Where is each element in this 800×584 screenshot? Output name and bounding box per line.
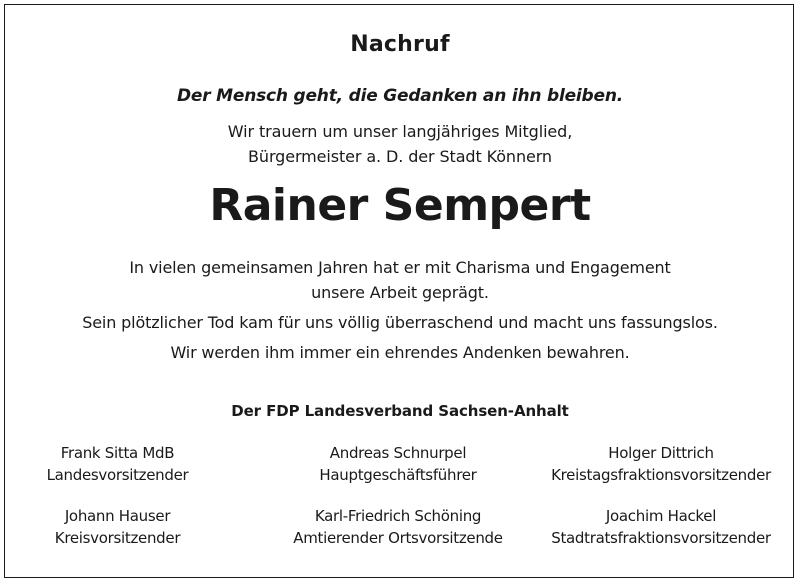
signatory-role: Kreistagsfraktionsvorsitzender (551, 466, 771, 484)
body-line-2: unsere Arbeit geprägt. (311, 283, 489, 302)
signatory-role: Landesvorsitzender (46, 466, 189, 484)
signatory-role: Hauptgeschäftsführer (319, 466, 477, 484)
deceased-name: Rainer Sempert (209, 180, 591, 231)
signatory (525, 442, 797, 486)
notice-motto: Der Mensch geht, die Gedanken an ihn bleiben. (177, 86, 623, 106)
signatory-name: Andreas Schnurpel (329, 444, 467, 462)
intro-line-1: Wir trauern um unser langjähriges Mitglied, (227, 122, 573, 141)
signatory-name: Holger Dittrich (608, 444, 714, 462)
signatory (525, 505, 797, 549)
body-line-4: Wir werden ihm immer ein ehrendes Andenken bewahren. (170, 343, 630, 362)
body-line-1: In vielen gemeinsamen Jahren hat er mit Charisma und Engagement (129, 258, 671, 277)
signatory (258, 505, 538, 549)
signatory-name: Johann Hauser (64, 507, 171, 525)
signatory-name: Karl-Friedrich Schöning (314, 507, 482, 525)
signatory (258, 442, 538, 486)
notice-heading: Nachruf (350, 32, 450, 57)
signatory-role: Stadtratsfraktionsvorsitzender (551, 529, 771, 547)
signatory (10, 505, 225, 549)
signatory-role: Kreisvorsitzender (54, 529, 181, 547)
signatory-role: Amtierender Ortsvorsitzende (293, 529, 503, 547)
body-line-3: Sein plötzlicher Tod kam für uns völlig überraschend und macht uns fassungslos. (82, 313, 718, 332)
signatory-name: Joachim Hackel (605, 507, 717, 525)
signatory-name: Frank Sitta MdB (60, 444, 175, 462)
organization-name: Der FDP Landesverband Sachsen-Anhalt (231, 402, 569, 420)
intro-line-2: Bürgermeister a. D. der Stadt Könnern (248, 147, 552, 166)
signatory (10, 442, 225, 486)
